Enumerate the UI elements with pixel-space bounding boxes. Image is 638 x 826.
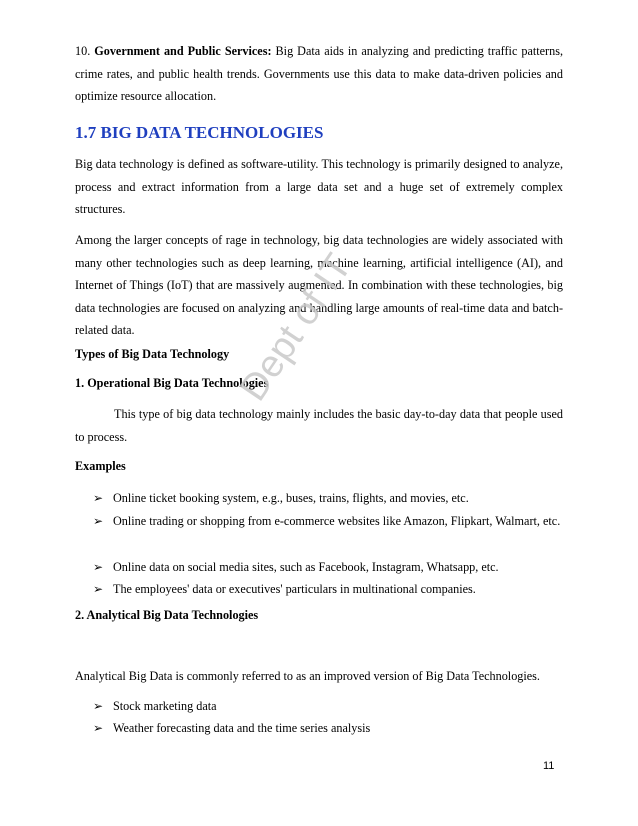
arrow-bullet-icon: ➢ (93, 491, 104, 505)
list-item (93, 556, 563, 579)
watermark: Dept of IT (232, 246, 361, 409)
list-item (93, 578, 563, 601)
types-heading: Types of Big Data Technology (75, 347, 230, 361)
paragraph-government-services (75, 40, 563, 108)
list-item (93, 717, 563, 740)
list-item-text: Stock marketing data (113, 699, 217, 713)
list-item-text: Online ticket booking system, e.g., buses, trains, flights, and movies, etc. (113, 491, 469, 505)
list-item (93, 510, 563, 533)
operational-paragraph: This type of big data technology mainly includes the basic day-to-day data that people used to process. (75, 407, 563, 444)
arrow-bullet-icon: ➢ (93, 721, 104, 735)
arrow-bullet-icon: ➢ (93, 582, 104, 596)
list-item-text: Online data on social media sites, such as Facebook, Instagram, Whatsapp, etc. (113, 560, 499, 574)
paragraph-among: Among the larger concepts of rage in technology, big data technologies are widely associated with many other technologies such as deep learning, machine learning, artificial intelligence (AI), and Internet of Things (IoT) that are massively augmented. In combination with these technologies, big data technologies are focused on analyzing and handling large amounts of real-time data and batch-related data. (75, 233, 563, 338)
list-item (93, 695, 563, 718)
arrow-bullet-icon: ➢ (93, 560, 104, 574)
arrow-bullet-icon: ➢ (93, 514, 104, 528)
list-item-text: The employees' data or executives' particulars in multinational companies. (113, 582, 476, 596)
paragraph-prefix: 10. (75, 44, 95, 58)
page-number: 11 (543, 760, 555, 772)
examples-heading: Examples (75, 459, 126, 473)
list-item-text: Online trading or shopping from e-commerce websites like Amazon, Flipkart, Walmart, etc. (113, 514, 561, 528)
list-item (93, 487, 563, 510)
section-heading: 1.7 BIG DATA TECHNOLOGIES (75, 123, 324, 142)
analytical-paragraph: Analytical Big Data is commonly referred to as an improved version of Big Data Technologies. (75, 669, 540, 683)
paragraph-definition: Big data technology is defined as software-utility. This technology is primarily designed to analyze, process and extract information from a large data set and a huge set of extremely complex structures. (75, 157, 563, 217)
paragraph-bold-term: Government and Public Services: (94, 44, 272, 58)
paragraph-body: Big Data aids in analyzing and predicting traffic patterns, crime rates, and public health trends. Governments use this data to make data-driven policies and optimize resource allocation. (75, 44, 563, 104)
list-item-text: Weather forecasting data and the time series analysis (113, 721, 371, 735)
operational-heading: 1. Operational Big Data Technologies (75, 376, 269, 390)
analytical-heading: 2. Analytical Big Data Technologies (75, 608, 259, 622)
arrow-bullet-icon: ➢ (93, 699, 104, 713)
